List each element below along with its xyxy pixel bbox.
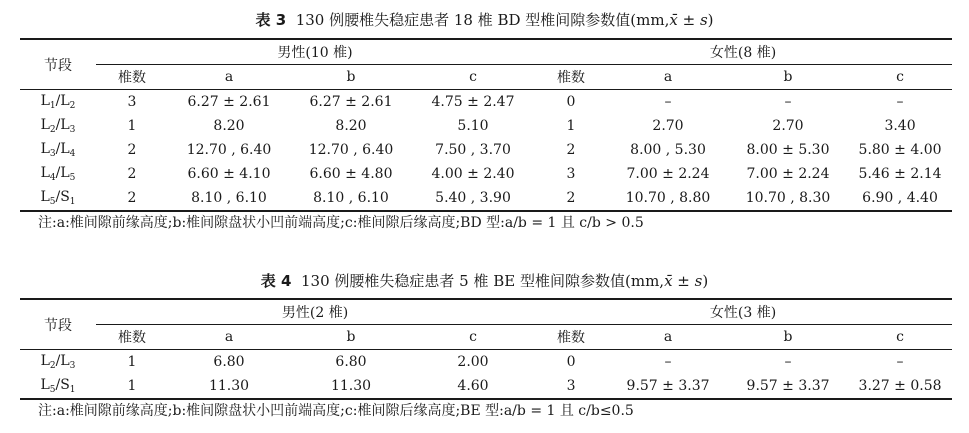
- male-c: 7.50 , 3.70: [435, 142, 511, 158]
- table3-male-count-header: 椎数: [96, 65, 168, 90]
- table4: [20, 298, 952, 400]
- table-row: [20, 162, 952, 186]
- segment-label: $L_1/L_2$: [40, 93, 76, 111]
- female-b: –: [784, 94, 792, 110]
- female-count: 2: [566, 142, 576, 158]
- male-c: 4.75 ± 2.47: [431, 94, 515, 110]
- male-count: 1: [127, 354, 137, 370]
- female-c: 3.40: [884, 118, 916, 134]
- male-b: 12.70 , 6.40: [308, 142, 394, 158]
- table3-caption-close: ): [707, 11, 714, 29]
- table4-male-count-header: 椎数: [96, 325, 168, 350]
- female-a: 2.70: [652, 118, 684, 134]
- table4-segment-header: 节段: [20, 299, 96, 350]
- table4-female-a-header: a: [608, 325, 728, 350]
- table4-male-c-header: c: [412, 325, 534, 350]
- table3-caption: [0, 10, 969, 30]
- table4-caption: [0, 271, 969, 291]
- table3-female-b-header: b: [728, 65, 848, 90]
- female-c: –: [896, 354, 904, 370]
- table3-male-a-header: a: [168, 65, 290, 90]
- table3-male-b-header: b: [290, 65, 412, 90]
- female-b: 10.70 , 8.30: [728, 186, 848, 211]
- table3-male-c-header: c: [412, 65, 534, 90]
- table3-note: 注:a:椎间隙前缘高度;b:椎间隙盘状小凹前端高度;c:椎间隙后缘高度;BD 型:a/b = 1 且 c/b > 0.5: [38, 215, 644, 231]
- table3-segment-header: 节段: [20, 39, 96, 90]
- male-c: 4.60: [412, 374, 534, 399]
- table4-stat: x̄ ± s: [664, 272, 703, 290]
- male-a: 8.20: [213, 118, 245, 134]
- segment-label: $L_5/S_1$: [20, 374, 96, 399]
- male-b: 11.30: [290, 374, 412, 399]
- female-count: 2: [534, 186, 608, 211]
- female-b: 9.57 ± 3.37: [728, 374, 848, 399]
- female-c: 5.46 ± 2.14: [858, 166, 942, 182]
- male-count: 3: [127, 94, 137, 110]
- segment-label: $L_4/L_5$: [40, 165, 76, 183]
- female-a: –: [664, 354, 672, 370]
- female-b: 7.00 ± 2.24: [746, 166, 830, 182]
- table-row: [20, 350, 952, 375]
- table4-note: 注:a:椎间隙前缘高度;b:椎间隙盘状小凹前端高度;c:椎间隙后缘高度;BE 型:a/b = 1 且 c/b≤0.5: [38, 403, 634, 419]
- male-c: 5.10: [457, 118, 489, 134]
- male-a: 6.60 ± 4.10: [187, 166, 271, 182]
- female-count: 1: [566, 118, 576, 134]
- female-c: 3.27 ± 0.58: [848, 374, 952, 399]
- table3-female-count-header: 椎数: [534, 65, 608, 90]
- female-a: 9.57 ± 3.37: [608, 374, 728, 399]
- female-c: 5.80 ± 4.00: [858, 142, 942, 158]
- table4-title: 130 例腰椎失稳症患者 5 椎 BE 型椎间隙参数值(mm,: [301, 272, 665, 290]
- female-a: 7.00 ± 2.24: [626, 166, 710, 182]
- table3-male-header: 男性(10 椎): [96, 39, 534, 65]
- male-b: 8.20: [335, 118, 367, 134]
- segment-label: $L_3/L_4$: [40, 141, 76, 159]
- male-b: 6.80: [335, 354, 367, 370]
- table3: [20, 38, 952, 212]
- segment-label: $L_2/L_3$: [40, 117, 76, 135]
- male-c: 2.00: [457, 354, 489, 370]
- male-count: 2: [127, 166, 137, 182]
- table-row: [20, 374, 952, 399]
- female-b: 2.70: [772, 118, 804, 134]
- table3-female-a-header: a: [608, 65, 728, 90]
- female-count: 3: [566, 166, 576, 182]
- female-a: –: [664, 94, 672, 110]
- male-count: 1: [127, 118, 137, 134]
- male-a: 6.80: [213, 354, 245, 370]
- table4-caption-close: ): [702, 272, 709, 290]
- male-count: 1: [96, 374, 168, 399]
- male-b: 8.10 , 6.10: [290, 186, 412, 211]
- table4-male-a-header: a: [168, 325, 290, 350]
- female-count: 0: [566, 354, 576, 370]
- table-row: [20, 90, 952, 115]
- table3-title: 130 例腰椎失稳症患者 18 椎 BD 型椎间隙参数值(mm,: [295, 11, 670, 29]
- female-b: –: [784, 354, 792, 370]
- male-a: 6.27 ± 2.61: [187, 94, 271, 110]
- female-count: 3: [534, 374, 608, 399]
- table3-stat: x̄ ± s: [669, 11, 708, 29]
- male-a: 11.30: [168, 374, 290, 399]
- female-a: 8.00 , 5.30: [630, 142, 706, 158]
- segment-label: $L_5/S_1$: [20, 186, 96, 211]
- table-row: [20, 138, 952, 162]
- male-b: 6.27 ± 2.61: [309, 94, 393, 110]
- male-a: 8.10 , 6.10: [168, 186, 290, 211]
- male-c: 5.40 , 3.90: [412, 186, 534, 211]
- table4-female-b-header: b: [728, 325, 848, 350]
- table3-female-c-header: c: [848, 65, 952, 90]
- table4-female-header: 女性(3 椎): [534, 299, 952, 325]
- male-c: 4.00 ± 2.40: [431, 166, 515, 182]
- female-b: 8.00 ± 5.30: [746, 142, 830, 158]
- table-row: [20, 114, 952, 138]
- table4-male-header: 男性(2 椎): [96, 299, 534, 325]
- table3-label: 表 3: [255, 11, 287, 29]
- table4-female-count-header: 椎数: [534, 325, 608, 350]
- table4-label: 表 4: [260, 272, 292, 290]
- female-count: 0: [566, 94, 576, 110]
- table4-female-c-header: c: [848, 325, 952, 350]
- female-a: 10.70 , 8.80: [608, 186, 728, 211]
- segment-label: $L_2/L_3$: [40, 353, 76, 371]
- female-c: –: [896, 94, 904, 110]
- table4-male-b-header: b: [290, 325, 412, 350]
- male-b: 6.60 ± 4.80: [309, 166, 393, 182]
- male-count: 2: [96, 186, 168, 211]
- table3-female-header: 女性(8 椎): [534, 39, 952, 65]
- female-c: 6.90 , 4.40: [848, 186, 952, 211]
- table-row: [20, 186, 952, 211]
- male-a: 12.70 , 6.40: [186, 142, 272, 158]
- male-count: 2: [127, 142, 137, 158]
